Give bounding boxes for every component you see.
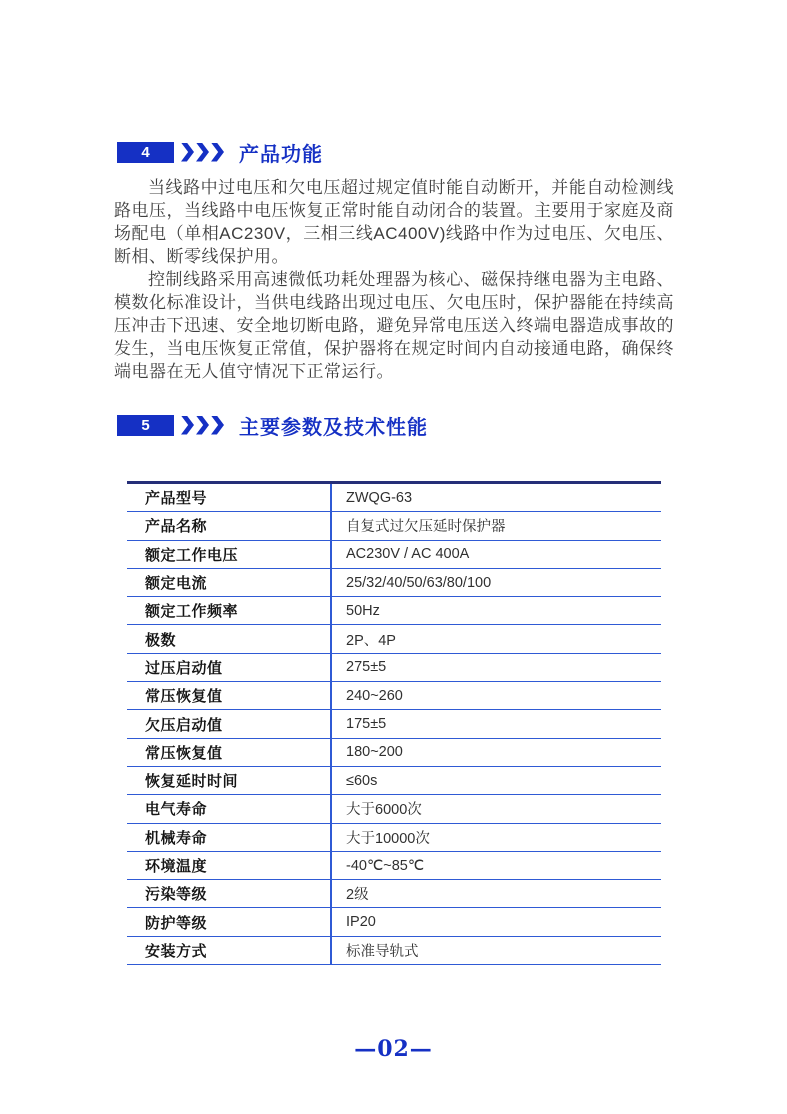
spec-value: ≤60s [330, 767, 661, 794]
table-row [127, 739, 661, 767]
table-row [127, 852, 661, 880]
table-row [127, 625, 661, 653]
table-row [127, 937, 661, 965]
spec-value: 自复式过欠压延时保护器 [330, 512, 661, 539]
spec-value: 275±5 [330, 654, 661, 681]
table-row [127, 880, 661, 908]
chevron-right-icon [181, 143, 194, 162]
spec-label: 防护等级 [145, 914, 208, 932]
table-row [127, 569, 661, 597]
spec-label: 额定工作频率 [145, 603, 239, 621]
spec-table [127, 481, 661, 965]
spec-label: 额定工作电压 [145, 546, 239, 564]
spec-value: ZWQG-63 [330, 484, 661, 511]
spec-label: 常压恢复值 [145, 688, 223, 706]
spec-value: 标准导轨式 [330, 937, 661, 964]
chevron-right-icon [196, 416, 209, 435]
table-row [127, 795, 661, 823]
chevron-right-icon [181, 416, 194, 435]
paragraph: 当线路中过电压和欠电压超过规定值时能自动断开，并能自动检测线路电压，当线路中电压恢复正常时能自动闭合的装置。主要用于家庭及商场配电（单相AC230V，三相三线AC400V)线路中作为过电压、欠电压、断相、断零线保护用。 [114, 178, 674, 266]
spec-label: 环境温度 [145, 858, 208, 875]
spec-value: 2级 [330, 880, 661, 907]
triple-chevron-icon [181, 416, 226, 435]
spec-label: 电气寿命 [145, 801, 208, 819]
spec-label: 产品名称 [145, 518, 208, 536]
chevron-right-icon [196, 143, 209, 162]
spec-value: 2P、4P [330, 625, 661, 652]
section-number-badge: 4 [117, 142, 174, 163]
table-row [127, 597, 661, 625]
spec-value: 175±5 [330, 710, 661, 737]
section-header-product-functions [117, 141, 323, 166]
spec-label: 额定电流 [145, 575, 208, 593]
spec-label: 恢复延时时间 [145, 773, 239, 791]
table-row [127, 908, 661, 936]
spec-value: 大于10000次 [330, 824, 661, 851]
spec-label: 产品型号 [145, 490, 208, 508]
spec-label: 欠压启动值 [145, 716, 223, 734]
table-row [127, 824, 661, 852]
spec-label: 安装方式 [145, 942, 208, 960]
spec-label: 机械寿命 [145, 829, 208, 847]
spec-label: 过压启动值 [145, 659, 223, 677]
table-row [127, 682, 661, 710]
section-title: 主要参数及技术性能 [239, 416, 428, 439]
spec-value: IP20 [330, 908, 661, 935]
section-title: 产品功能 [239, 143, 323, 166]
spec-value: AC230V / AC 400A [330, 541, 661, 568]
page-number: —02— [354, 1036, 433, 1062]
triple-chevron-icon [181, 143, 226, 162]
table-row [127, 767, 661, 795]
table-row [127, 484, 661, 512]
table-row [127, 710, 661, 738]
chevron-right-icon [211, 143, 224, 162]
spec-value: 25/32/40/50/63/80/100 [330, 569, 661, 596]
spec-value: 大于6000次 [330, 795, 661, 822]
spec-value: 180~200 [330, 739, 661, 766]
paragraph: 控制线路采用高速微低功耗处理器为核心、磁保持继电器为主电路、模数化标准设计，当供电线路出现过电压、欠电压时，保护器能在持续高压冲击下迅速、安全地切断电路，避免异常电压送入终端电器造成事故的发生，当电压恢复正常值，保护器将在规定时间内自动接通电路，确保终端电器在无人值守情况下正常运行。 [114, 270, 674, 381]
spec-label: 常压恢复值 [145, 744, 223, 762]
spec-label: 污染等级 [145, 886, 208, 904]
spec-value: -40℃~85℃ [330, 852, 661, 879]
spec-label: 极数 [145, 631, 177, 649]
chevron-right-icon [211, 416, 224, 435]
table-row [127, 512, 661, 540]
table-row [127, 654, 661, 682]
section-number-badge: 5 [117, 415, 174, 436]
table-row [127, 541, 661, 569]
spec-value: 240~260 [330, 682, 661, 709]
product-function-text [114, 176, 674, 383]
section-header-main-parameters [117, 414, 428, 439]
spec-value: 50Hz [330, 597, 661, 624]
